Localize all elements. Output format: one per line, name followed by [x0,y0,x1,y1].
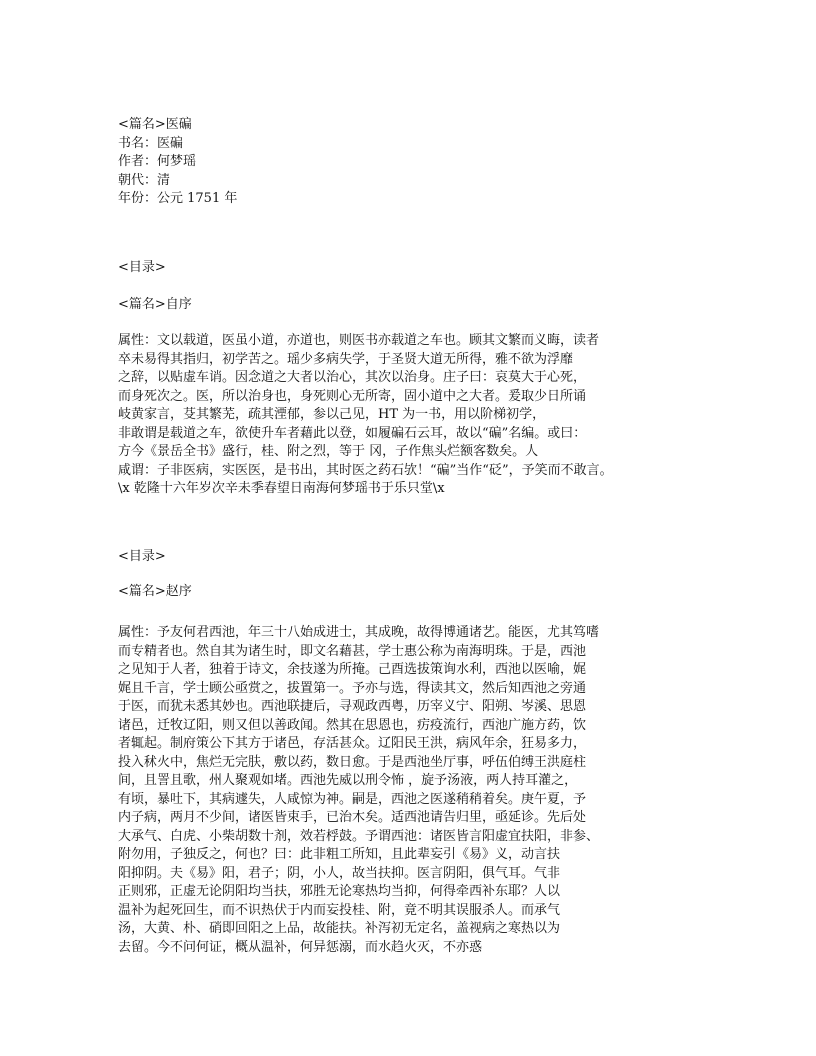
text-line: 者辄起。制府策公下其方于诸邑，存活甚众。辽阳民王洪，病风年余，狂易多力， [118,736,587,751]
text-line: 岐黄家言，芟其繁芜，疏其湮郁，参以己见，HT 为一书，用以阶梯初学， [118,407,546,422]
toc-label: <目录> [118,260,166,275]
text-line: 之见知于人者，独着于诗文，余技遂为所掩。己酉选拔策询水利，西池以医喻，娓 [118,662,587,677]
text-line: 咸谓：子非医病，实医医，是书出，其时医之药石欤！“碥”当作“砭”，予笑而不敢言。 [118,462,613,478]
text-line: 之辞，以贴虚车诮。因念道之大者以治心，其次以治身。庄子曰：哀莫大于心死， [118,370,587,385]
text-line: 附勿用，子独反之，何也？曰：此非粗工所知，且此辈妄引《易》义，动言扶 [118,847,561,862]
text-line: 内子病，两月不少间，诸医皆束手，已治木矣。适西池请告归里，亟延诊。先后处 [118,810,587,825]
text-line: 而身死次之。医，所以治身也，身死则心无所寄，固小道中之大者。爰取少日所诵 [118,388,587,404]
section-title [118,296,192,315]
metadata-line: 作者：何梦瑶 [118,154,197,169]
toc-marker [118,259,166,278]
text-line: 属性：文以载道，医虽小道，亦道也，则医书亦载道之车也。顾其文繁而义晦，读者 [118,333,600,348]
text-line: \x 乾隆十六年岁次辛未季春望日南海何梦瑶书于乐只堂\x [118,481,445,496]
text-line: 而专精者也。然自其为诸生时，即文名藉甚，学士惠公称为南海明珠。于是，西池 [118,643,587,659]
text-line: 汤，大黄、朴、硝即回阳之上品，故能扶。补泻初无定名，盖视病之寒热以为 [118,921,561,936]
preface-paragraph [118,624,599,957]
toc-label: <目录> [118,549,166,564]
metadata-line: <篇名>医碥 [118,117,192,132]
text-line: 阳抑阴。夫《易》阳，君子；阴，小人，故当扶抑。医言阴阳，俱气耳。气非 [118,865,561,881]
text-line: 非敢谓是载道之车，欲使升车者藉此以登，如履碥石云耳，故以“碥”名编。或曰： [118,425,587,441]
text-line: 大承气、白虎、小柴胡数十剂，效若桴鼓。予谓西池：诸医皆言阳虚宜扶阳，非参、 [118,828,600,844]
section-title [118,583,192,602]
section-title-text: <篇名>自序 [118,297,192,312]
text-line: 投入秫火中，焦烂无完肤，敷以药，数日愈。于是西池坐厅事，呼伍伯缚王洪庭柱 [118,754,587,770]
metadata-line: 年份：公元 1751 年 [118,191,238,206]
text-line: 卒未易得其指归，初学苦之。瑶少多病失学，于圣贤大道无所得，雅不欲为浮靡 [118,351,574,367]
text-line: 间，且詈且歌，州人聚观如堵。西池先威以刑令怖 ，旋予汤液，两人持耳灌之， [118,773,578,788]
metadata-line: 书名：医碥 [118,135,184,151]
preface-paragraph [118,332,613,499]
text-line: 温补为起死回生，而不识热伏于内而妄投桂、附，竟不明其误服杀人。而承气 [118,902,561,918]
book-metadata [118,116,237,209]
text-line: 正则邪，正虚无论阴阳均当扶，邪胜无论寒热均当抑，何得牵西补东耶？人以 [118,884,561,899]
text-line: 方今《景岳全书》盛行，桂、附之烈，等于 冈，子作焦头烂额客数矣。人 [118,444,539,459]
text-line: 有顷，暴吐下，其病遽失，人咸惊为神。嗣是，西池之医遂稍稍着矣。庚午夏，予 [118,791,587,807]
metadata-line: 朝代：清 [118,172,171,188]
text-line: 属性：予友何君西池，年三十八始成进士，其成晚，故得博通诸艺。能医，尤其笃嗜 [118,625,600,640]
text-line: 娓且千言，学士顾公亟赏之，拔置第一。予亦与选，得读其文，然后知西池之旁通 [118,680,587,696]
toc-marker [118,548,166,567]
text-line: 去留。今不问何证，概从温补，何异惩溺，而水趋火灭，不亦惑 [118,939,483,955]
section-title-text: <篇名>赵序 [118,584,192,599]
text-line: 诸邑，迁牧辽阳，则又但以善政闻。然其在思恩也，疠疫流行，西池广施方药，饮 [118,717,587,733]
text-line: 于医，而犹未悉其妙也。西池联捷后，寻观政西粤，历宰义宁、阳朔、岑溪、思恩 [118,699,587,714]
